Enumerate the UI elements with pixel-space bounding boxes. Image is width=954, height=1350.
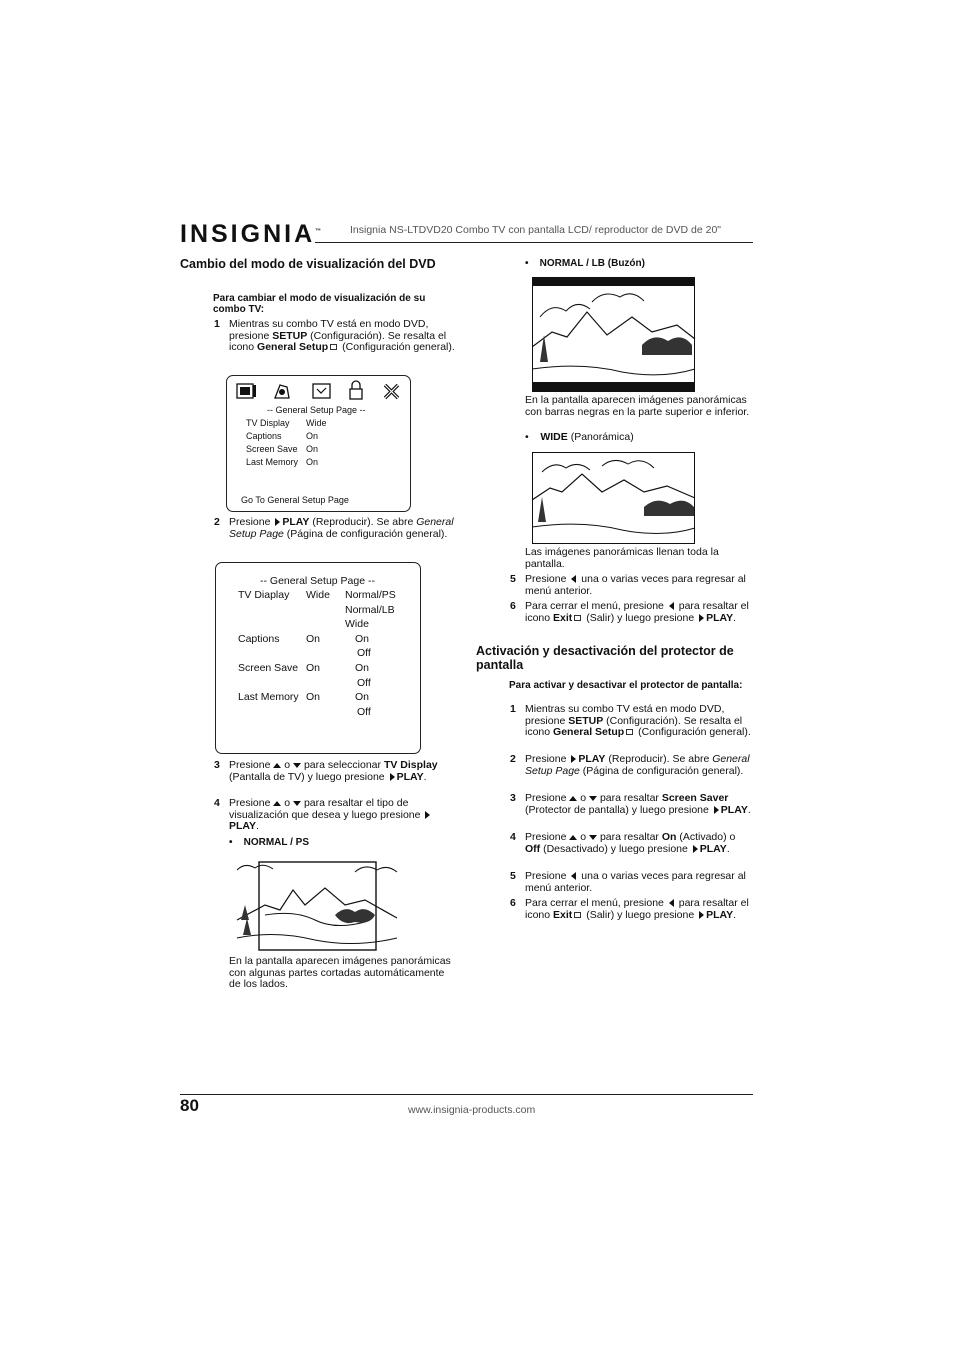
screensaver-step-5: 5 Presione una o varias veces para regresar al menú anterior.	[510, 870, 746, 894]
step-2: 2 Presione PLAY (Reproducir). Se abre General Setup Page (Página de configuración general).	[214, 516, 454, 540]
menu1-row: TV Display Wide	[246, 418, 327, 428]
menu1-footer: Go To General Setup Page	[241, 495, 349, 505]
bullet-normal-lb: • NORMAL / LB (Buzón)	[525, 258, 645, 269]
setup-icons-row	[227, 379, 410, 407]
play-right-arrow-icon	[693, 845, 698, 853]
wide-description: Las imágenes panorámicas llenan toda la pantalla.	[525, 546, 719, 570]
video-icon	[313, 384, 330, 398]
menu2-options: Normal/PS Normal/LB Wide On Off On Off On Off	[345, 589, 396, 718]
menu1-row: Screen Save On	[246, 444, 319, 454]
screensaver-step-6: 6 Para cerrar el menú, presione para resaltar el icono Exit (Salir) y luego presione PLAY.	[510, 897, 749, 921]
screensaver-step-1: 1 Mientras su combo TV está en modo DVD, presione SETUP (Configuración). Se resalta el icono General Setup (Configuración general).	[510, 703, 751, 738]
menu2-values: Wide On On On	[306, 589, 330, 703]
left-arrow-icon	[571, 575, 576, 583]
left-arrow-icon	[669, 899, 674, 907]
play-right-arrow-icon	[699, 614, 704, 622]
bullet-wide: • WIDE (Panorámica)	[525, 431, 634, 443]
header-rule	[315, 242, 753, 243]
normal-ps-description: En la pantalla aparecen imágenes panorámicas con algunas partes cortadas automáticamente de los lados.	[229, 955, 451, 990]
tv-icon	[237, 384, 256, 398]
normal-lb-description: En la pantalla aparecen imágenes panorámicas con barras negras en la parte superior e inferior.	[525, 394, 750, 418]
play-right-arrow-icon	[571, 755, 576, 763]
play-right-arrow-icon	[699, 911, 704, 919]
section-heading-display-mode: Cambio del modo de visualización del DVD	[180, 257, 436, 271]
normal-lb-illustration	[532, 277, 696, 392]
play-right-arrow-icon	[714, 806, 719, 814]
menu1-title: -- General Setup Page --	[267, 405, 366, 415]
step-3: 3 Presione o para seleccionar TV Display (Pantalla de TV) y luego presione PLAY.	[214, 759, 438, 783]
menu1-row: Captions On	[246, 431, 319, 441]
left-arrow-icon	[571, 872, 576, 880]
step-6: 6 Para cerrar el menú, presione para resaltar el icono Exit (Salir) y luego presione PLAY.	[510, 600, 749, 624]
screensaver-step-4: 4 Presione o para resaltar On (Activado) o Off (Desactivado) y luego presione PLAY.	[510, 831, 736, 855]
section-heading-screensaver: Activación y desactivación del protector de pantalla	[476, 644, 734, 672]
audio-icon	[275, 385, 289, 398]
insignia-logo: INSIGNIA™	[180, 220, 322, 248]
play-right-arrow-icon	[425, 811, 430, 819]
exit-small-icon	[574, 615, 581, 621]
screensaver-step-2: 2 Presione PLAY (Reproducir). Se abre General Setup Page (Página de configuración general).	[510, 753, 750, 777]
bullet-normal-ps: • NORMAL / PS	[229, 837, 310, 848]
procedure-lead: Para cambiar el modo de visualización de su combo TV:	[213, 293, 426, 315]
down-arrow-icon	[589, 796, 597, 801]
menu2-title: -- General Setup Page --	[260, 575, 375, 587]
general-setup-menu-options-screenshot	[215, 562, 421, 754]
lock-icon	[350, 381, 362, 399]
step-1: 1 Mientras su combo TV está en modo DVD, presione SETUP (Configuración). Se resalta el icono General Setup (Configuración general).	[214, 318, 455, 353]
footer-url: www.insignia-products.com	[408, 1104, 536, 1116]
step-4: 4 Presione o para resaltar el tipo de visualización que desea y luego presione PLAY.	[229, 798, 457, 833]
menu1-row: Last Memory On	[246, 457, 319, 467]
exit-icon	[385, 385, 398, 398]
footer-rule	[180, 1094, 753, 1095]
down-arrow-icon	[293, 763, 301, 768]
menu2-labels: TV Diaplay Captions Screen Save Last Memory	[238, 589, 299, 703]
play-right-arrow-icon	[275, 518, 280, 526]
wide-illustration	[532, 452, 696, 545]
down-arrow-icon	[293, 801, 301, 806]
left-arrow-icon	[669, 602, 674, 610]
normal-ps-illustration	[235, 860, 400, 952]
menu1-rows	[246, 417, 366, 469]
general-setup-icon	[626, 729, 633, 735]
screensaver-step-3: 3 Presione o para resaltar Screen Saver (Protector de pantalla) y luego presione PLAY.	[510, 792, 751, 816]
page-number: 80	[180, 1096, 199, 1115]
play-right-arrow-icon	[390, 773, 395, 781]
header-title: Insignia NS-LTDVD20 Combo TV con pantalla LCD/ reproductor de DVD de 20"	[350, 224, 722, 236]
exit-small-icon	[574, 912, 581, 918]
general-setup-icon	[330, 344, 337, 350]
general-setup-menu-screenshot	[226, 375, 411, 512]
procedure-lead-2: Para activar y desactivar el protector de pantalla:	[509, 680, 743, 691]
down-arrow-icon	[589, 835, 597, 840]
step-5: 5 Presione una o varias veces para regresar al menú anterior.	[510, 573, 746, 597]
